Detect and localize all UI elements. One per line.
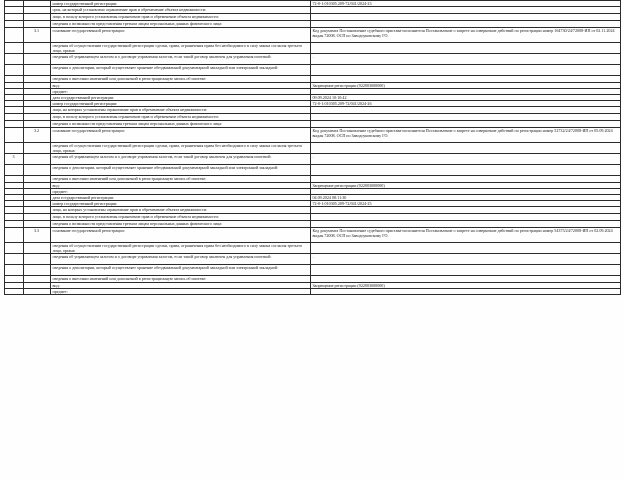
row-subnumber-cell: [23, 242, 50, 253]
row-value: [310, 142, 620, 153]
row-value: 72-0-1:010305.209-72/041/2024-25: [310, 200, 620, 206]
table-row: [4, 75, 620, 82]
row-value: [310, 164, 620, 175]
row-subnumber-cell: [23, 142, 50, 153]
table-row: [4, 6, 620, 13]
row-label: вид:: [50, 282, 310, 288]
row-label: сведения об осуществлении государственной регистрации сделки, права, ограничения права без необходимого в силу закона согласия третьего лица, органа:: [50, 242, 310, 253]
row-subnumber-cell: [23, 164, 50, 175]
row-label: лица, на которых установлены ограничение прав и обременение объекта недвижимости:: [50, 206, 310, 213]
row-label: лицо, в пользу которого установлены ограничение прав и обременение объекта недвижимости:: [50, 13, 310, 20]
row-subnumber-cell: [23, 264, 50, 275]
row-value: .: [310, 153, 620, 164]
row-value: 04.09.2024 08:11:30: [310, 194, 620, 200]
table-row: [4, 42, 620, 53]
row-number-cell: [4, 120, 23, 127]
row-value: Код документа Постановление судебного пристава-исполнителя Постановление о запрете на совершение действий по регистрации номер 164730/24/72008-ИП от 02.11.2024 выдан 72008, ОСП по Заводоуковскому ГО.: [310, 27, 620, 42]
row-label: сведения об осуществлении государственной регистрации сделки, права, ограничения права без необходимого в силу закона согласия третьего лица, органа:: [50, 42, 310, 53]
row-number-cell: [4, 27, 23, 42]
row-value: [310, 242, 620, 253]
row-value: [310, 13, 620, 20]
row-label: основание государственной регистрации:: [50, 127, 310, 142]
row-value: [310, 42, 620, 53]
row-subnumber-cell: [23, 13, 50, 20]
row-label: дата государственной регистрации:: [50, 194, 310, 200]
row-value: [310, 206, 620, 213]
table-row: [4, 153, 620, 164]
row-value: [310, 175, 620, 182]
row-number-cell: [4, 264, 23, 275]
table-row: [4, 20, 620, 27]
row-value: 72-0-1:010305.209-72/041/2024-26: [310, 100, 620, 106]
row-value: .: [310, 53, 620, 64]
row-subnumber-cell: [23, 64, 50, 75]
row-label: срок, на который установлено ограничение прав и обременение объекта недвижимости:: [50, 6, 310, 13]
row-number-cell: [4, 6, 23, 13]
row-label: сведения о внесении изменений или дополнений в регистрационную запись об ипотеке:: [50, 175, 310, 182]
row-value: [310, 120, 620, 127]
row-value: [310, 113, 620, 120]
table-row: [4, 275, 620, 282]
row-label: сведения о возможности представления третьим лицам персональных данных физического лица:: [50, 20, 310, 27]
row-number-cell: [4, 275, 23, 282]
row-label: сведения об управляющем залогом и о договоре управления залогом, если такой договор заключен для управления ипотекой:: [50, 53, 310, 64]
row-subnumber-cell: 3.1: [23, 27, 50, 42]
row-value: [310, 213, 620, 220]
row-number-cell: [4, 242, 23, 253]
row-value: [310, 6, 620, 13]
row-subnumber-cell: [23, 220, 50, 227]
row-label: основание государственной регистрации:: [50, 227, 310, 242]
row-label: дата государственной регистрации:: [50, 94, 310, 100]
table-row: [4, 206, 620, 213]
row-number-cell: [4, 75, 23, 82]
row-subnumber-cell: [23, 20, 50, 27]
row-subnumber-cell: [23, 53, 50, 64]
table-row: [4, 120, 620, 127]
table-row: [4, 213, 620, 220]
row-number-cell: [4, 288, 23, 294]
row-label: сведения о возможности представления третьим лицам персональных данных физического лица:: [50, 120, 310, 127]
row-number-cell: [4, 106, 23, 113]
row-label: предмет:: [50, 188, 310, 194]
row-value: .: [310, 253, 620, 264]
row-number-cell: [4, 64, 23, 75]
table-row: [4, 53, 620, 64]
table-row: [4, 106, 620, 113]
row-number-cell: [4, 113, 23, 120]
row-subnumber-cell: [23, 175, 50, 182]
row-label: лица, на которых установлены ограничение прав и обременение объекта недвижимости:: [50, 106, 310, 113]
row-label: сведения о депозитарии, который осуществляет хранение обездвиженной документарной закладной или электронной закладной:: [50, 64, 310, 75]
row-subnumber-cell: [23, 153, 50, 164]
row-value: Код документа Постановление судебного пристава-исполнителя Постановление о запрете на совершение действий по регистрации номер 54375/24/72008-ИП от 02.09.2024 выдан 72008, ОСП по Заводоуковскому ГО.: [310, 227, 620, 242]
row-label: номер государственной регистрации:: [50, 1, 310, 7]
row-label: основание государственной регистрации:: [50, 27, 310, 42]
row-subnumber-cell: 3.3: [23, 227, 50, 242]
row-label: сведения об управляющем залогом и о договоре управления залогом, если такой договор заключен для управления ипотекой:: [50, 153, 310, 164]
row-label: вид:: [50, 82, 310, 88]
row-value: 72-0-1:010305.209-72/041/2024-23: [310, 1, 620, 7]
table-row: [4, 253, 620, 264]
row-number-cell: [4, 127, 23, 142]
row-subnumber-cell: [23, 106, 50, 113]
table-row: [4, 264, 620, 275]
row-number-cell: [4, 220, 23, 227]
table-row: [4, 175, 620, 182]
row-label: номер государственной регистрации:: [50, 200, 310, 206]
row-value: 09.09.2024 10:10:42: [310, 94, 620, 100]
row-label: сведения о депозитарии, который осуществляет хранение обездвиженной документарной закладной или электронной закладной:: [50, 264, 310, 275]
row-value: Запрещение регистрации (022003000000): [310, 282, 620, 288]
row-value: [310, 220, 620, 227]
table-row: [4, 227, 620, 242]
row-number-cell: [4, 227, 23, 242]
row-label: лицо, в пользу которого установлены ограничение прав и обременение объекта недвижимости:: [50, 113, 310, 120]
table-row: [4, 64, 620, 75]
row-number-cell: [4, 213, 23, 220]
table-row: [4, 27, 620, 42]
row-subnumber-cell: [23, 120, 50, 127]
row-subnumber-cell: [23, 206, 50, 213]
row-value: [310, 288, 620, 294]
row-number-cell: [4, 142, 23, 153]
table-row: [4, 113, 620, 120]
row-number-cell: [4, 42, 23, 53]
row-value: [310, 75, 620, 82]
table-row: [4, 13, 620, 20]
row-value: [310, 64, 620, 75]
row-value: [310, 275, 620, 282]
row-label: предмет:: [50, 288, 310, 294]
table-row: [4, 242, 620, 253]
row-number-cell: [4, 13, 23, 20]
row-label: сведения о депозитарии, который осуществляет хранение обездвиженной документарной закладной или электронной закладной:: [50, 164, 310, 175]
row-number-cell: [4, 164, 23, 175]
row-subnumber-cell: [23, 113, 50, 120]
row-value: Запрещение регистрации (022003000000): [310, 82, 620, 88]
row-subnumber-cell: [23, 275, 50, 282]
row-label: номер государственной регистрации:: [50, 100, 310, 106]
row-number-cell: [4, 206, 23, 213]
table-row: [4, 127, 620, 142]
table-row: [4, 288, 620, 294]
row-label: сведения о внесении изменений или дополнений в регистрационную запись об ипотеке:: [50, 275, 310, 282]
row-number-cell: [4, 253, 23, 264]
registry-table: [4, 0, 621, 295]
row-number-cell: [4, 20, 23, 27]
row-label: сведения о внесении изменений или дополнений в регистрационную запись об ипотеке:: [50, 75, 310, 82]
row-value: Запрещение регистрации (022003000000): [310, 182, 620, 188]
table-row: [4, 164, 620, 175]
row-subnumber-cell: [23, 288, 50, 294]
row-label: сведения о возможности представления третьим лицам персональных данных физического лица:: [50, 220, 310, 227]
row-label: вид:: [50, 182, 310, 188]
row-number-cell: [4, 53, 23, 64]
row-subnumber-cell: [23, 42, 50, 53]
row-number-cell: [4, 175, 23, 182]
row-value: [310, 106, 620, 113]
row-subnumber-cell: [23, 6, 50, 13]
row-subnumber-cell: [23, 213, 50, 220]
row-label: лицо, в пользу которого установлены ограничение прав и обременение объекта недвижимости:: [50, 213, 310, 220]
row-subnumber-cell: [23, 75, 50, 82]
row-subnumber-cell: 3.2: [23, 127, 50, 142]
row-label: сведения об осуществлении государственной регистрации сделки, права, ограничения права без необходимого в силу закона согласия третьего лица, органа:: [50, 142, 310, 153]
table-row: [4, 220, 620, 227]
row-subnumber-cell: [23, 253, 50, 264]
row-label: предмет:: [50, 88, 310, 94]
row-number-cell: 3: [4, 153, 23, 164]
row-value: Код документа Постановление судебного пристава-исполнителя Постановление о запрете на совершение действий по регистрации номер 52732/24/72008-ИП от 05.09.2024 выдан 72008, ОСП по Заводоуковскому ГО.: [310, 127, 620, 142]
row-value: [310, 20, 620, 27]
row-label: сведения об управляющем залогом и о договоре управления залогом, если такой договор заключен для управления ипотекой:: [50, 253, 310, 264]
table-row: [4, 142, 620, 153]
row-value: [310, 264, 620, 275]
